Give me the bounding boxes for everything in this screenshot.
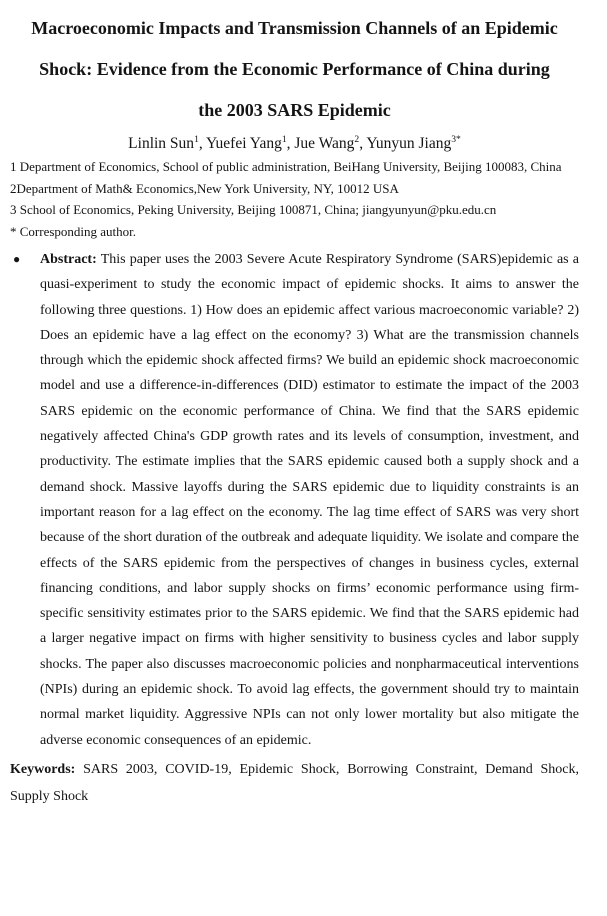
author-separator: , [198,135,207,152]
author-superscript: 3* [451,133,461,145]
affiliation-line: 2Department of Math& Economics,New York University, NY, 10012 USA [10,180,399,196]
keywords-label: Keywords: [10,761,76,777]
author-name: Yunyun Jiang [366,135,452,152]
bullet-icon: ● [13,252,21,266]
affiliation-line: 3 School of Economics, Peking University, Beijing 100871, China; jiangyunyun@pku.edu.cn [10,202,497,217]
author-name: Jue Wang [294,135,355,152]
keywords-paragraph [10,756,579,810]
author-separator: , [286,135,295,152]
abstract-label: Abstract: [40,252,97,267]
keywords-text: SARS 2003, COVID-19, Epidemic Shock, Borrowing Constraint, Demand Shock, Supply Shock [10,761,579,804]
author-name: Linlin Sun [128,135,195,152]
author-superscript: 1 [194,133,199,145]
author-line [10,131,579,156]
author-separator: , [359,135,367,152]
abstract-paragraph [40,247,579,753]
affiliation-line: 1 Department of Economics, School of public administration, BeiHang University, Beijing 100083, China [10,159,562,174]
abstract-section [10,247,579,753]
paper-title [10,8,579,131]
abstract-text: This paper uses the 2003 Severe Acute Respiratory Syndrome (SARS)epidemic as a quasi-experiment to study the economic impact of epidemic shocks. It aims to answer the following three questions. 1) How does an epidemic affect various macroeconomic variable? 2) Does an epidemic have a lag effect on the economy? 3) What are the transmission channels through which the epidemic shock affected firms? We build an epidemic shock macroeconomic model and use a difference-in-differences (DID) estimator to estimate the impact of the 2003 SARS epidemic on the economic performance of China. We find that the SARS epidemic negatively affected China's GDP growth rates and its levels of consumption, investment, and productivity. The estimate implies that the SARS epidemic caused both a supply shock and a demand shock. Massive layoffs during the SARS epidemic due to liquidity constraints is an important reason for a lag effect on the economy. The lag time effect of SARS was very short because of the short duration of the outbreak and adequate liquidity. We isolate and compare the effects of the SARS epidemic from the perspectives of changes in business cycles, external financing conditions, and labor supply shocks on firms’ economic performance using firm-specific sensitivity estimates prior to the SARS epidemic. We find that the SARS epidemic had a larger negative impact on firms with higher sensitivity to business cycles and labor supply shocks. The paper also discusses macroeconomic policies and nonpharmaceutical interventions (NPIs) during an epidemic shock. To avoid lag effects, the government should try to maintain normal market liquidity. Aggressive NPIs can not only lower mortality but also mitigate the adverse economic consequences of an epidemic. [40,252,580,748]
author-superscript: 2 [354,133,360,145]
title-line: the 2003 SARS Epidemic [198,100,391,120]
affiliations-block [10,156,579,242]
corresponding-author-note: * Corresponding author. [10,223,137,239]
title-line: Macroeconomic Impacts and Transmission Channels of an Epidemic [31,18,558,38]
author-name: Yuefei Yang [206,135,282,152]
author-superscript: 1 [281,133,287,145]
title-line: Shock: Evidence from the Economic Performance of China during [39,59,550,79]
